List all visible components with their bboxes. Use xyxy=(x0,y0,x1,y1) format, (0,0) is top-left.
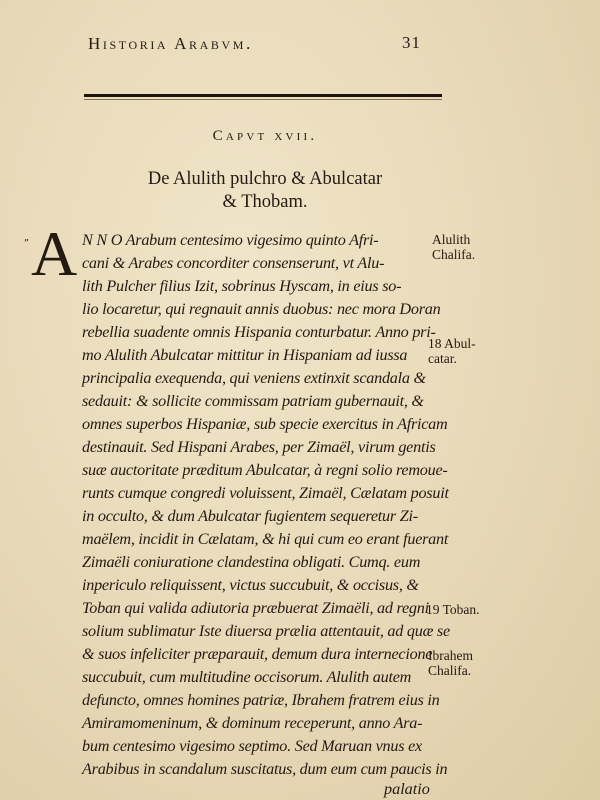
chapter-title xyxy=(0,168,530,214)
sidenote xyxy=(432,232,475,262)
text-line: bum centesimo vigesimo septimo. Sed Maruan vnus ex xyxy=(82,737,422,755)
text-line: & suos infeliciter præparauit, demum dura internecione xyxy=(82,645,433,663)
sidenote-line: catar. xyxy=(428,351,457,366)
sidenote-line: 19 Toban. xyxy=(426,602,480,617)
sidenote-line: 18 Abul- xyxy=(428,336,476,351)
sidenote-line: Ibrahem xyxy=(428,648,473,663)
text-line: maëlem, incidit in Cælatam, & hi qui cum eo erant fuerant xyxy=(82,530,449,548)
text-line: omnes superbos Hispaniæ, sub specie exercitus in Africam xyxy=(82,415,448,433)
text-line: solium sublimatur Iste diuersa prælia attentauit, ad quæ se xyxy=(82,622,450,640)
text-line: Toban qui valida adiutoria præbuerat Zimaëli, ad regni xyxy=(82,599,429,617)
header-rule xyxy=(84,94,442,97)
text-line: N N O Arabum centesimo vigesimo quinto Afri- xyxy=(82,231,379,249)
text-line: runts cumque congredi voluissent, Zimaël, Cælatam posuit xyxy=(82,484,449,502)
text-line: lio locaretur, qui regnauit annis duobus: nec mora Doran xyxy=(82,300,441,318)
chapter-title-line: De Alulith pulchro & Abulcatar xyxy=(147,169,383,189)
chapter-title-line: & Thobam. xyxy=(222,192,308,212)
text-line: principalia exequenda, qui veniens extinxit scandala & xyxy=(82,369,426,387)
sidenote xyxy=(428,336,476,366)
sidenote xyxy=(426,602,480,617)
small-mark: „ xyxy=(24,232,30,243)
text-line: defuncto, omnes homines patriæ, Ibrahem fratrem eius in xyxy=(82,691,440,709)
text-line: mo Alulith Abulcatar mittitur in Hispaniam ad iussa xyxy=(82,346,408,364)
text-line: lith Pulcher filius Izit, sobrinus Hyscam, in eius so- xyxy=(82,277,402,295)
sidenote-line: Chalifa. xyxy=(432,247,476,262)
text-line: Arabibus in scandalum suscitatus, dum eum cum paucis in xyxy=(82,760,448,778)
drop-cap: A xyxy=(31,218,78,289)
text-line: suæ auctoritate præditum Abulcatar, à regni solio remoue- xyxy=(82,461,448,479)
text-line: destinauit. Sed Hispani Arabes, per Zimaël, virum gentis xyxy=(82,438,436,456)
header-rule-thin xyxy=(84,99,442,100)
catchword: palatio xyxy=(384,780,430,798)
text-line: Amiramomeninum, & dominum receperunt, anno Ara- xyxy=(82,714,423,732)
sidenote-line: Alulith xyxy=(432,232,471,247)
chapter-heading: Capvt xvii. xyxy=(212,128,318,144)
text-line: in occulto, & dum Abulcatar fugientem sequeretur Zi- xyxy=(82,507,418,525)
sidenote-line: Chalifa. xyxy=(428,663,472,678)
text-line: inpericulo reliquissent, victus succubuit, & occisus, & xyxy=(82,576,419,594)
text-line: Zimaëli coniuratione clandestina obligati. Cumq. eum xyxy=(82,553,421,571)
sidenote xyxy=(428,648,473,678)
text-line: cani & Arabes concorditer consenserunt, vt Alu- xyxy=(82,254,385,272)
text-line: succubuit, cum multitudine occisorum. Alulith autem xyxy=(82,668,412,686)
text-line: rebellia suadente omnis Hispania conturbatur. Anno pri- xyxy=(82,323,436,341)
text-line: sedauit: & sollicite commissam patriam gubernauit, & xyxy=(82,392,424,410)
running-head: Historia Arabvm. xyxy=(88,34,253,53)
page-number: 31 xyxy=(402,33,421,52)
